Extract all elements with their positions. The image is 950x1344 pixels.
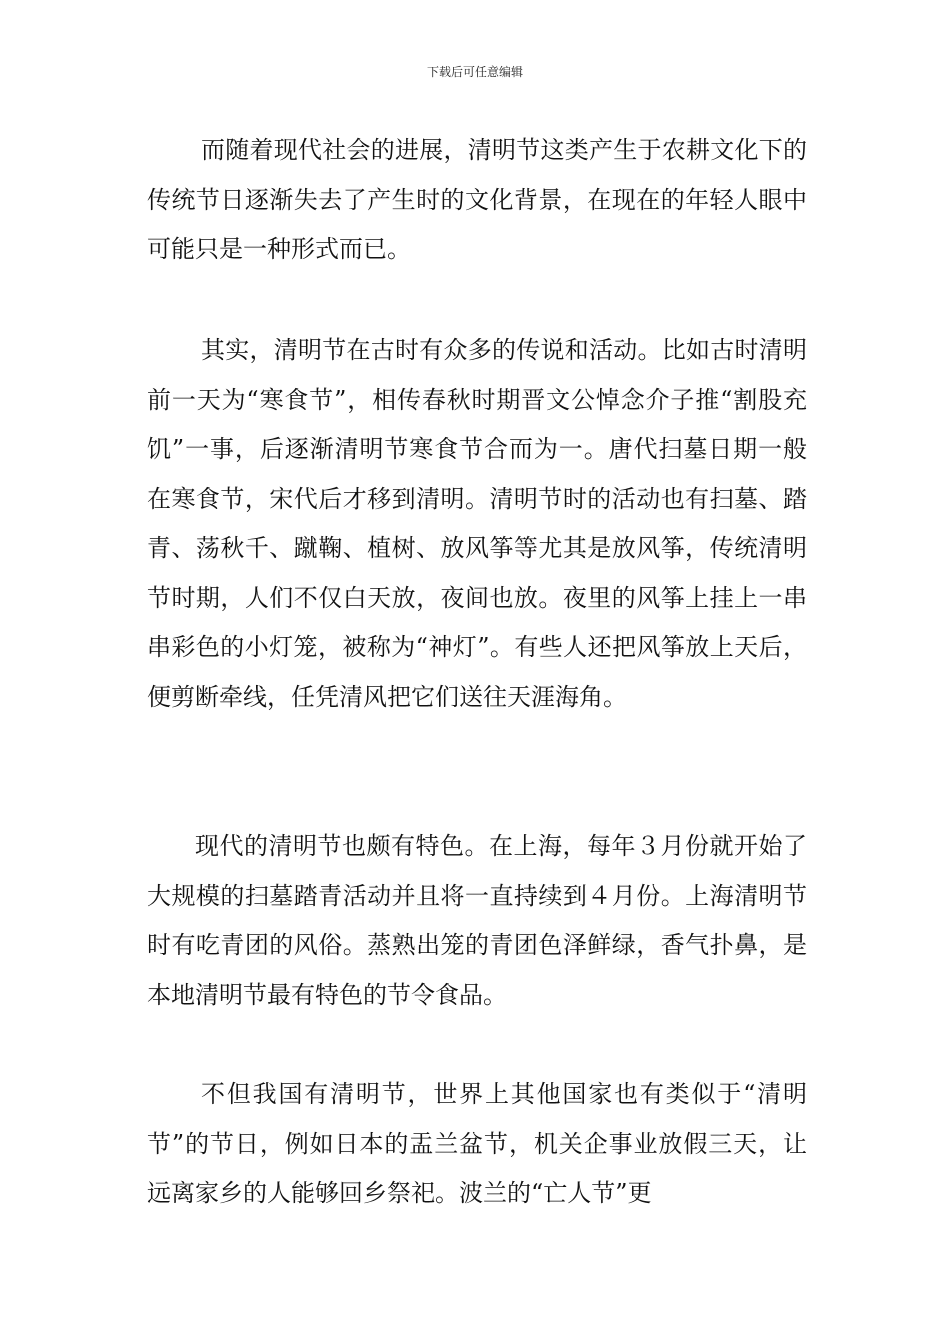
paragraph-3: 现代的清明节也颇有特色。在上海，每年３月份就开始了大规模的扫墓踏青活动并且将一直持续到４月份。上海清明节时有吃青团的风俗。蒸熟出笼的青团色泽鲜绿，香气扑鼻，是本地清明节最有特色的节令食品。 [147,832,807,1009]
page-header: 下载后可任意编辑 [426,65,523,79]
paragraph-4: 不但我国有清明节，世界上其他国家也有类似于“清明节”的节日，例如日本的盂兰盆节，机关企事业放假三天，让远离家乡的人能够回乡祭祀。波兰的“亡人节”更 [147,1080,807,1207]
paragraph-1: 而随着现代社会的进展，清明节这类产生于农耕文化下的传统节日逐渐失去了产生时的文化背景，在现在的年轻人眼中可能只是一种形式而已。 [147,136,807,263]
paragraph-2: 其实，清明节在古时有众多的传说和活动。比如古时清明前一天为“寒食节”，相传春秋时期晋文公悼念介子推“割股充饥”一事，后逐渐清明节寒食节合而为一。唐代扫墓日期一般在寒食节，宋代后才移到清明。清明节时的活动也有扫墓、踏青、荡秋千、蹴鞠、植树、放风筝等尤其是放风筝，传统清明节时期，人们不仅白天放，夜间也放。夜里的风筝上挂上一串串彩色的小灯笼，被称为“神灯”。有些人还把风筝放上天后，便剪断牵线，任凭清风把它们送往天涯海角。 [147,336,807,711]
